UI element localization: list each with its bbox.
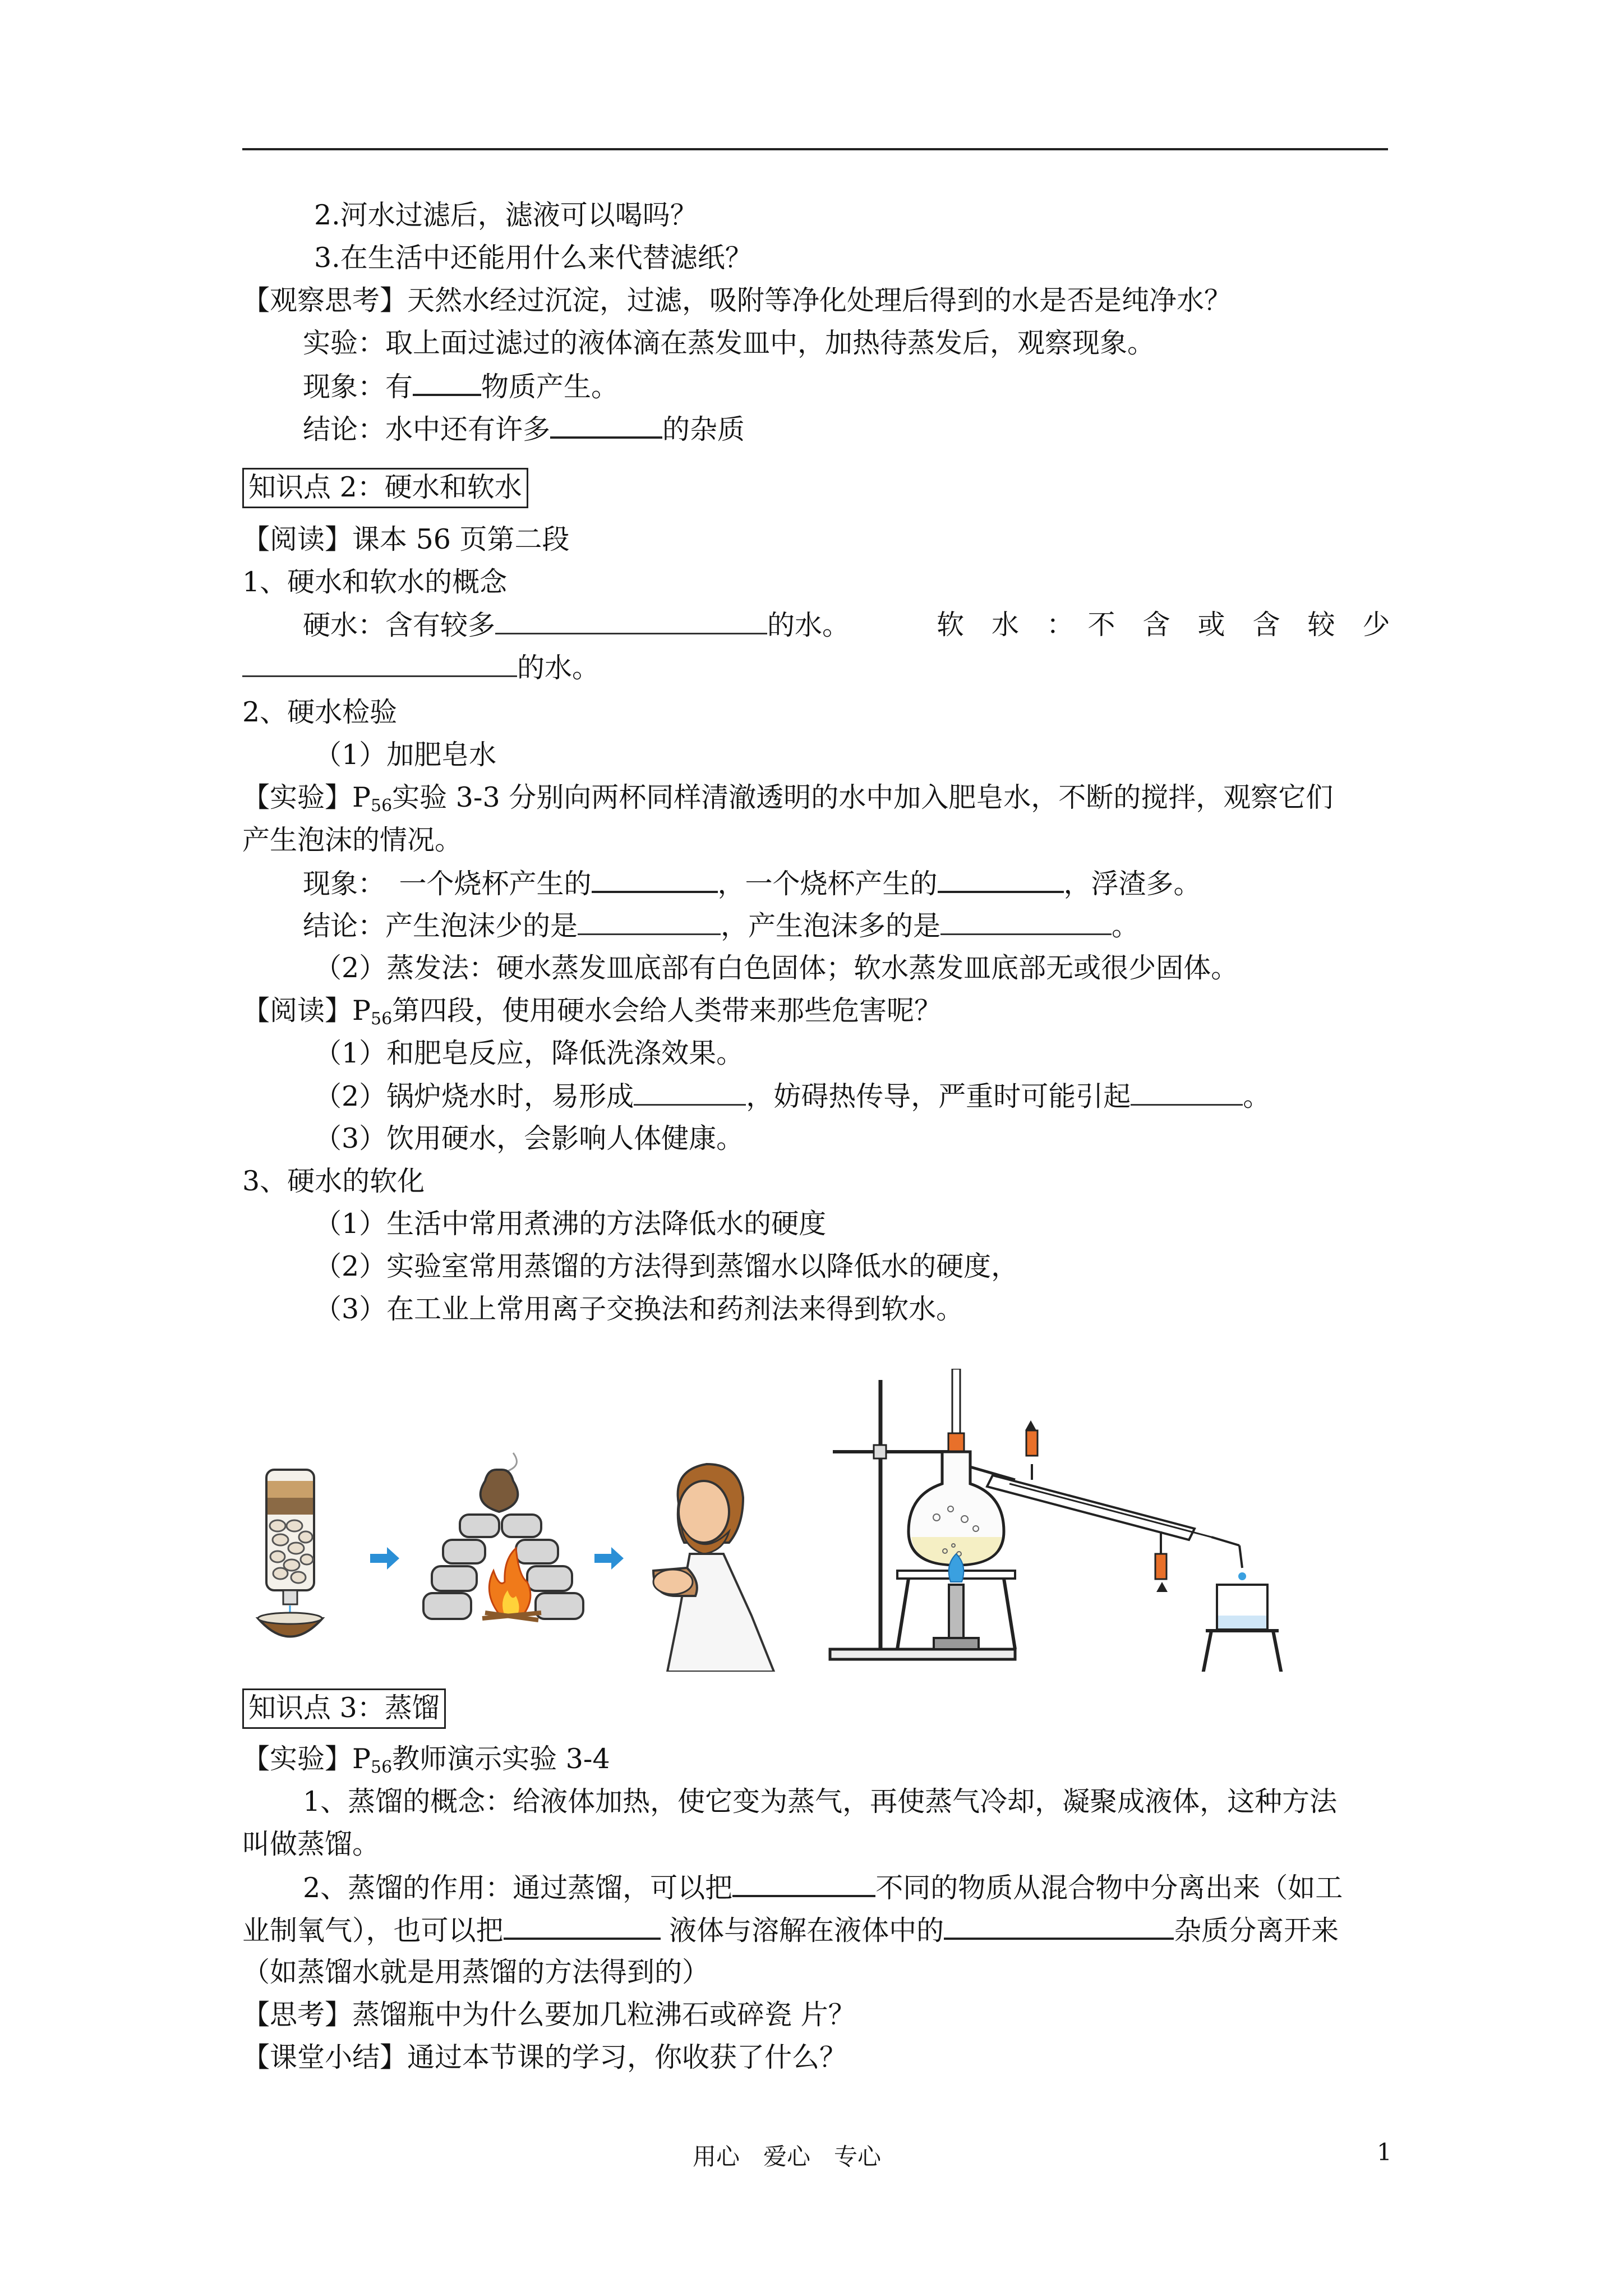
section-1-title: 1、硬水和软水的概念 [242, 566, 508, 598]
arrow-icon [370, 1547, 399, 1570]
distillation-function: 2、蒸馏的作用：通过蒸馏，可以把 不同的物质从混合物中分离出来（如工 [303, 1870, 1343, 1905]
harm-3: （3）饮用硬水，会影响人体健康。 [314, 1122, 744, 1154]
experiment-3: 【实验】$P_{56}$教师演示实验 3-4 [242, 1743, 610, 1777]
reading-2: 【阅读】$P_{56}$第四段，使用硬水会给人类带来那些危害呢？ [242, 995, 942, 1029]
softening-3: （3）在工业上常用离子交换法和药剂法来得到软水。 [314, 1293, 964, 1325]
knowledge-point-3: 知识点 3：蒸馏 [242, 1688, 446, 1729]
fill-blank[interactable] [242, 651, 517, 677]
filter-bottle-icon [258, 1470, 322, 1637]
fill-blank[interactable] [944, 1913, 1174, 1940]
experiment-2: 【实验】$P_{56}$实验 3-3 分别向两杯同样清澈透明的水中加入肥皂水，不断的搅拌，观察它们 [242, 781, 1334, 816]
think-question: 【思考】蒸馏瓶中为什么要加几粒沸石或碎瓷 片？ [242, 1999, 856, 2031]
fill-blank[interactable] [634, 1079, 746, 1106]
fill-blank[interactable] [940, 909, 1112, 935]
receiving-beaker-icon [1197, 1572, 1287, 1672]
distillation-apparatus-illustration [824, 1369, 1385, 1672]
phenomenon-line: 现象：有 物质产生。 [303, 369, 619, 404]
stone-stove-fire-icon [423, 1453, 583, 1620]
footer-motto: 用心 爱心 专心 [693, 2143, 882, 2170]
method-2: （2）蒸发法：硬水蒸发皿底部有白色固体；软水蒸发皿底部无或很少固体。 [314, 952, 1239, 984]
fill-blank[interactable] [413, 369, 481, 396]
man-drinking-icon [653, 1464, 774, 1672]
softening-1: （1）生活中常用煮沸的方法降低水的硬度 [314, 1208, 827, 1240]
condenser-icon [987, 1420, 1242, 1592]
arrow-icon [594, 1547, 624, 1570]
fill-blank[interactable] [504, 1913, 661, 1940]
stand-base [830, 1649, 1015, 1659]
section-2-title: 2、硬水检验 [242, 696, 398, 728]
tripod-burner-icon [897, 1554, 1015, 1649]
method-1: （1）加肥皂水 [314, 739, 497, 771]
fill-blank[interactable] [592, 866, 718, 893]
reading-1: 【阅读】课本 56 页第二段 [242, 523, 570, 555]
soft-water-def: 软 水 ： 不 含 或 含 较 少 [937, 609, 1390, 641]
section-3-title: 3、硬水的软化 [242, 1165, 425, 1197]
fill-blank[interactable] [495, 608, 767, 634]
distillation-definition-cont: 叫做蒸馏。 [242, 1828, 380, 1860]
fill-blank[interactable] [550, 412, 662, 439]
knowledge-point-2: 知识点 2：硬水和软水 [242, 468, 528, 508]
observe-think: 【观察思考】天然水经过沉淀，过滤，吸附等净化处理后得到的水是否是纯净水？ [242, 284, 1232, 316]
fill-blank[interactable] [938, 866, 1064, 893]
question-3: 3.在生活中还能用什么来代替滤纸？ [314, 242, 753, 274]
experiment-2-cont: 产生泡沫的情况。 [242, 824, 463, 856]
fill-blank[interactable] [732, 1870, 875, 1897]
water-purification-illustration [236, 1447, 847, 1672]
distillation-example: （如蒸馏水就是用蒸馏的方法得到的） [242, 1956, 710, 1988]
header-rule [242, 148, 1388, 150]
conclusion-line: 结论：水中还有许多 的杂质 [303, 412, 745, 447]
distillation-function-cont: 业制氧气），也可以把 液体与溶解在液体中的 杂质分离开来 [242, 1913, 1339, 1948]
soft-water-def-cont: 的水。 [242, 651, 600, 685]
page-number: 1 [1377, 2138, 1392, 2166]
phenomenon-2: 现象： 一个烧杯产生的 ，一个烧杯产生的 ，浮渣多。 [303, 866, 1201, 901]
fill-blank[interactable] [578, 909, 721, 935]
distillation-flask-icon [909, 1452, 1015, 1565]
conclusion-2: 结论：产生泡沫少的是 ，产生泡沫多的是 。 [303, 910, 1140, 942]
question-2: 2.河水过滤后，滤液可以喝吗？ [314, 199, 698, 231]
hard-water-def: 硬水：含有较多 的水。 [303, 609, 850, 641]
distillation-definition: 1、蒸馏的概念：给液体加热，使它变为蒸气，再使蒸气冷却，凝聚成液体，这种方法 [303, 1786, 1338, 1818]
experiment-line: 实验：取上面过滤过的液体滴在蒸发皿中，加热待蒸发后，观察现象。 [303, 327, 1155, 359]
harm-1: （1）和肥皂反应，降低洗涤效果。 [314, 1037, 744, 1069]
class-summary: 【课堂小结】通过本节课的学习，你收获了什么？ [242, 2041, 847, 2073]
softening-2: （2）实验室常用蒸馏的方法得到蒸馏水以降低水的硬度， [314, 1250, 1019, 1282]
fill-blank[interactable] [1131, 1079, 1243, 1106]
harm-2: （2）锅炉烧水时，易形成 ，妨碍热传导，严重时可能引起 。 [314, 1080, 1271, 1112]
